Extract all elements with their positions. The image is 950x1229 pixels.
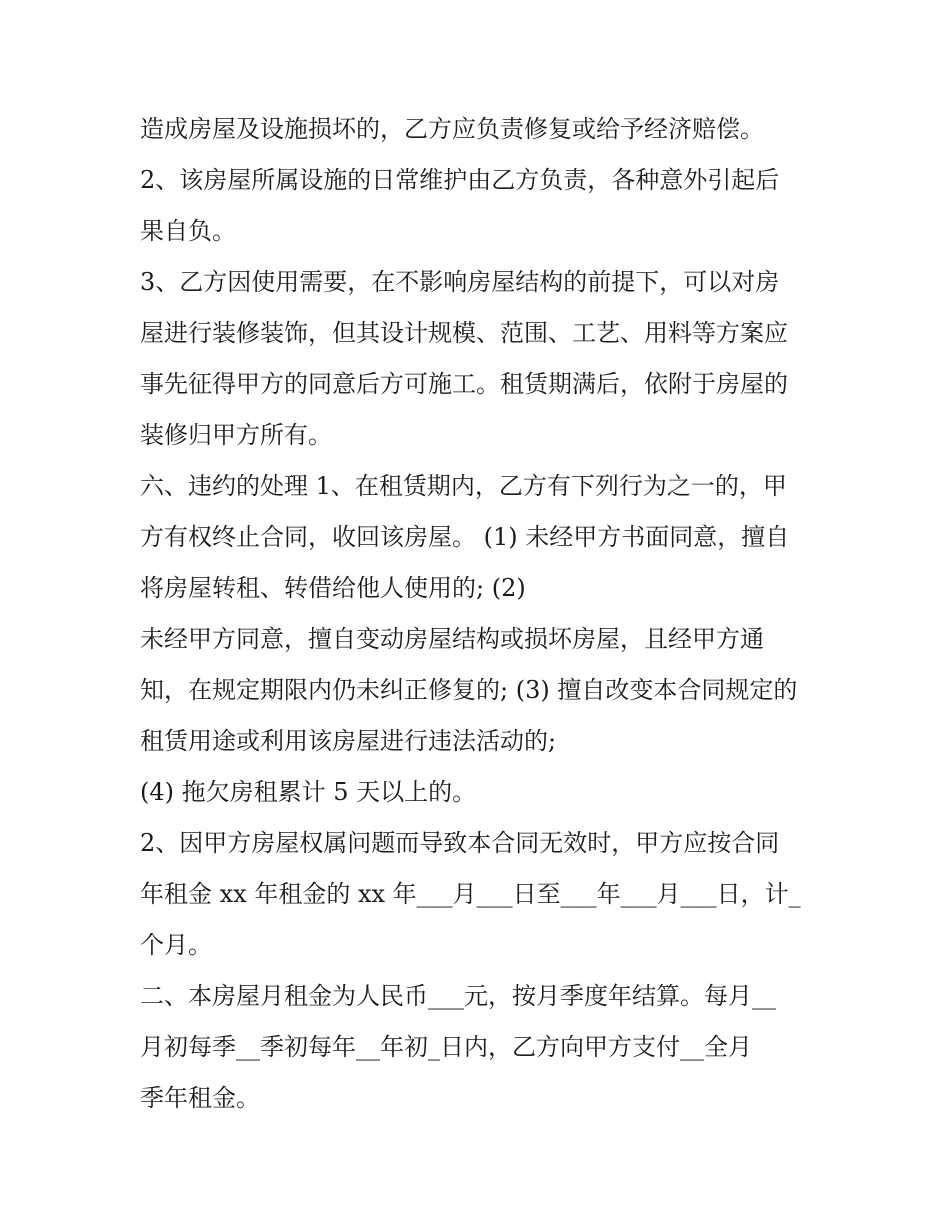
text-line: 将房屋转租、转借给他人使用的; (2) (140, 574, 526, 602)
text-line: 季年租金。 (140, 1084, 260, 1112)
text-line: 知，在规定期限内仍未纠正修复的; (3) 擅自改变本合同规定的 (140, 676, 798, 704)
text-line: 2、该房屋所属设施的日常维护由乙方负责，各种意外引起后 (140, 166, 780, 194)
text-line: 果自负。 (140, 217, 236, 245)
text-line: 屋进行装修装饰，但其设计规模、范围、工艺、用料等方案应 (140, 319, 788, 347)
text-line: 方有权终止合同，收回该房屋。 (1) 未经甲方书面同意，擅自 (140, 523, 790, 551)
text-line: 租赁用途或利用该房屋进行违法活动的; (140, 727, 557, 755)
text-line: 2、因甲方房屋权属问题而导致本合同无效时，甲方应按合同 (140, 829, 780, 857)
text-line: 六、违约的处理 1、在租赁期内，乙方有下列行为之一的，甲 (140, 472, 787, 500)
text-line: 装修归甲方所有。 (140, 421, 332, 449)
text-line: 月初每季__季初每年__年初_日内，乙方向甲方支付__全月 (140, 1033, 752, 1061)
text-line: 事先征得甲方的同意后方可施工。租赁期满后，依附于房屋的 (140, 370, 788, 398)
text-line: 3、乙方因使用需要，在不影响房屋结构的前提下，可以对房 (140, 268, 780, 296)
text-line: 二、本房屋月租金为人民币___元，按月季度年结算。每月__ (140, 982, 776, 1010)
text-line: (4) 拖欠房租累计 5 天以上的。 (140, 778, 477, 806)
text-line: 未经甲方同意，擅自变动房屋结构或损坏房屋，且经甲方通 (140, 625, 764, 653)
text-line: 造成房屋及设施损坏的，乙方应负责修复或给予经济赔偿。 (140, 115, 764, 143)
document-body (140, 104, 815, 1124)
text-line: 年租金 xx 年租金的 xx 年___月___日至___年___月___日，计_ (140, 880, 801, 908)
text-line: 个月。 (140, 931, 212, 959)
